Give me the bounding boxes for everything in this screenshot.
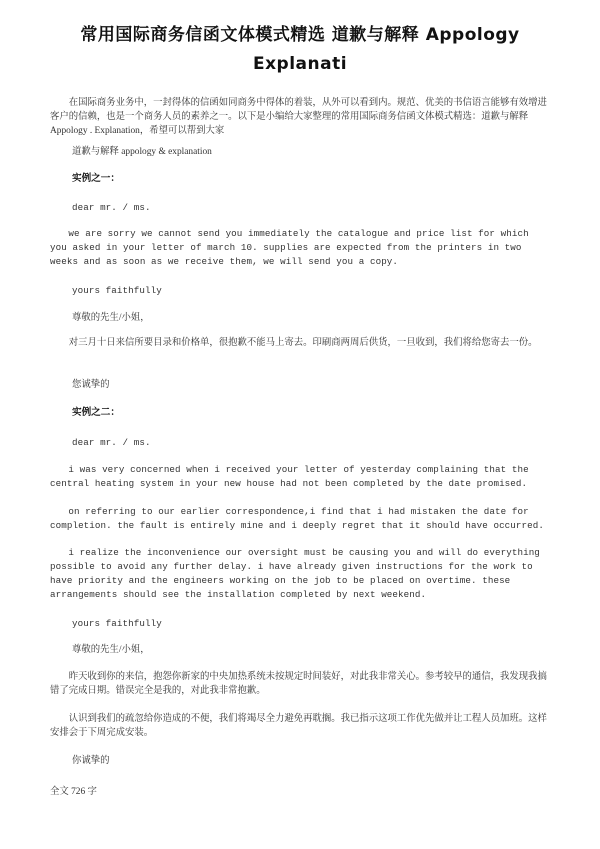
example-1-body-en: we are sorry we cannot send you immediately the catalogue and price list for which you asked in your letter of march 10. supplies are expected from the printers in two weeks and as soon as we receive them, we will send you a copy. <box>50 228 529 267</box>
example-2-body-en-2: on referring to our earlier correspondence,i find that i had mistaken the date for completion. the fault is entirely mine and i deeply regret that it should have occurred. <box>50 506 544 531</box>
example-1-body-cn: 对三月十日来信所要目录和价格单，很抱歉不能马上寄去。印刷商两周后供货，一旦收到，我们将给您寄去一份。 <box>68 338 538 348</box>
example-2-closing-cn: 你诚挚的 <box>72 756 110 766</box>
subject-line: 道歉与解释 appology & explanation <box>72 147 212 157</box>
example-2-body-en-1: i was very concerned when i received your letter of yesterday complaining that the central heating system in your new house had not been completed by the date promised. <box>50 464 529 489</box>
example-2-closing-en: yours faithfully <box>72 618 162 629</box>
example-2-body-cn-1: 昨天收到你的来信，抱怨你新家的中央加热系统未按规定时间装好，对此我非常关心。参考较早的通信，我发现我搞错了完成日期。错误完全是我的，对此我非常抱歉。 <box>50 672 547 696</box>
example-1-heading: 实例之一： <box>72 173 120 184</box>
example-2-salutation: dear mr. / ms. <box>72 437 151 448</box>
example-1-closing-cn: 您诚挚的 <box>72 380 110 390</box>
example-1-salutation-cn: 尊敬的先生/小姐， <box>72 313 150 323</box>
intro-paragraph: 在国际商务业务中，一封得体的信函如同商务中得体的着装，从外可以看到内。规范、优美的书信语言能够有效增进客户的信赖，也是一个商务人员的素养之一。以下是小编给大家整理的常用国际商务信函文体模式精选：道歉与解释 Appology . Explanation，希望可以帮到大家 <box>50 98 547 136</box>
example-2-body-en-3: i realize the inconvenience our oversight must be causing you and will do everything possible to avoid any further delay. i have already given instructions for the work to have priority and the engineers working on the job to be placed on overtime. these arrangements should see the installation completed by next weekend. <box>50 547 540 600</box>
example-1-closing-en: yours faithfully <box>72 285 162 296</box>
page-title-line-1: 常用国际商务信函文体模式精选 道歉与解释 Appology <box>80 25 520 45</box>
example-2-salutation-cn: 尊敬的先生/小姐， <box>72 645 150 655</box>
example-2-body-cn-2: 认识到我们的疏忽给你造成的不便，我们将竭尽全力避免再耽搁。我已指示这项工作优先做并让工程人员加班。这样安排会于下周完成安装。 <box>50 714 547 738</box>
page-title-line-2: Explanati <box>252 54 348 74</box>
example-2-heading: 实例之二： <box>72 407 120 418</box>
word-count-footer: 全文 726 字 <box>50 787 97 797</box>
example-1-salutation: dear mr. / ms. <box>72 202 151 213</box>
